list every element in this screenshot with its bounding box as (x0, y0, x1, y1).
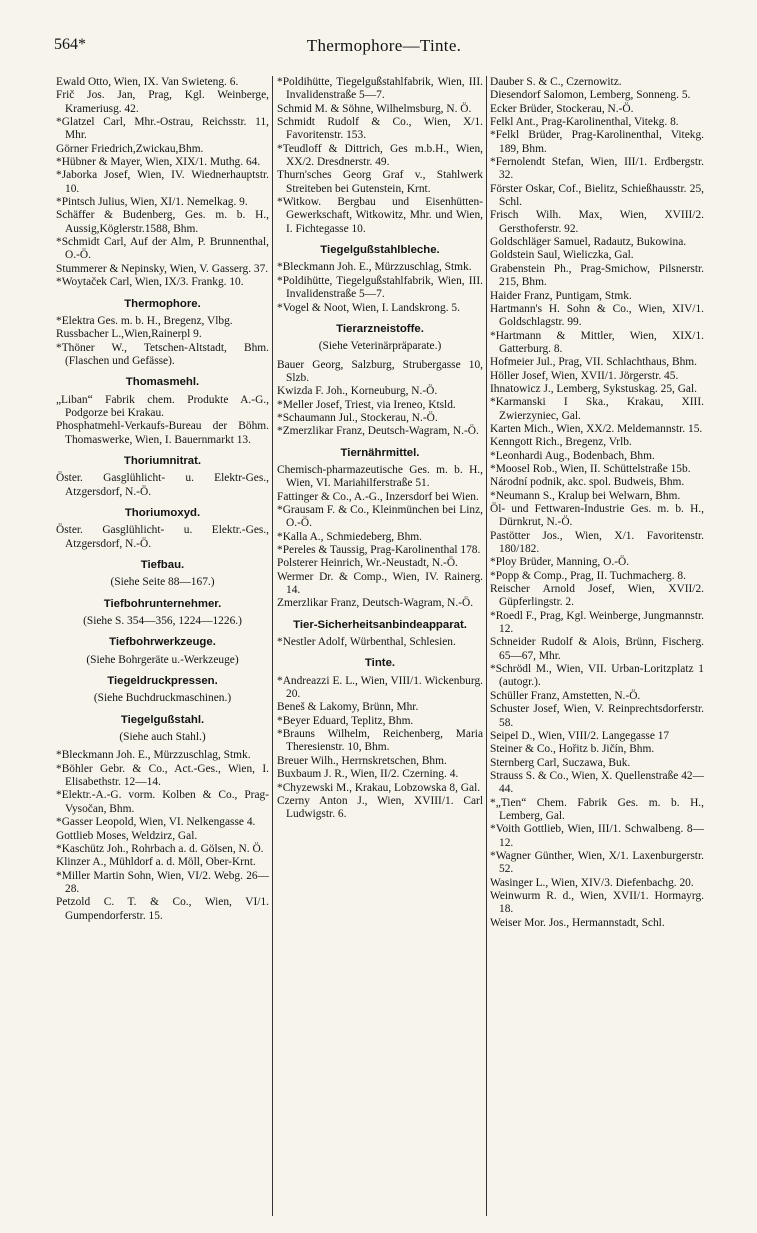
directory-entry: *Woytaček Carl, Wien, IX/3. Frankg. 10. (56, 276, 244, 289)
directory-entry: Schneider Rudolf & Alois, Brünn, Fischerg. 65—67, Mhr. (490, 636, 704, 662)
directory-entry: *Böhler Gebr. & Co., Act.-Ges., Wien, I. Elisabethstr. 12—14. (56, 762, 269, 789)
directory-entry: Buxbaum J. R., Wien, II/2. Czerning. 4. (277, 768, 459, 781)
directory-entry: Hofmeier Jul., Prag, VII. Schlachthaus, Bhm. (490, 356, 698, 369)
directory-entry: Czerny Anton J., Wien, XVIII/1. Carl Ludwigstr. 6. (277, 794, 483, 821)
directory-entry: Thurn'sches Georg Graf v., Stahlwerk Streiteben bei Gutenstein, Krnt. (277, 169, 483, 195)
directory-entry: Stummerer & Nepinsky, Wien, V. Gasserg. 37. (56, 262, 269, 275)
section-heading: Thoriumnitrat. (123, 454, 202, 467)
section-heading: Tiefbau. (140, 559, 185, 571)
directory-entry: *Grausam F. & Co., Kleinmünchen bei Linz, O.-Ö. (277, 503, 483, 530)
directory-entry: *Popp & Comp., Prag, II. Tuchmacherg. 8. (490, 569, 686, 582)
page-number: 564* (54, 36, 86, 53)
directory-entry: *Glatzel Carl, Mhr.-Ostrau, Reichsstr. 11, Mhr. (56, 116, 269, 142)
directory-entry: *Moosel Rob., Wien, II. Schüttelstraße 15b. (490, 462, 691, 475)
directory-entry: *Elektr.-A.-G. vorm. Kolben & Co., Prag-Vysočan, Bhm. (56, 789, 269, 815)
directory-entry: *Hübner & Mayer, Wien, XIX/1. Muthg. 64. (56, 156, 261, 169)
directory-entry: *Neumann S., Kralup bei Welwarn, Bhm. (490, 489, 681, 502)
directory-entry: Grabenstein Ph., Prag-Smichow, Pilsnerstr. 215, Bhm. (490, 262, 704, 289)
page-header (54, 36, 714, 58)
directory-entry: Felkl Ant., Prag-Karolinenthal, Vitekg. 8. (490, 116, 679, 129)
directory-entry: *Wagner Günther, Wien, X/1. Laxenburgerstr. 52. (490, 849, 704, 876)
directory-entry: Pastötter Jos., Wien, X/1. Favoritenstr. 180/182. (490, 529, 704, 556)
section-heading: Thoriumoxyd. (124, 506, 201, 519)
cross-reference: (Siehe S. 354—356, 1224—1226.) (83, 615, 242, 628)
directory-entry: Bauer Georg, Salzburg, Strubergasse 10, Slzb. (277, 358, 483, 384)
section-heading: Tiegeldruckpressen. (107, 675, 218, 688)
directory-entry: *Poldihütte, Tiegelgußstahlfabrik, Wien, III. Invalidenstraße 5—7. (277, 274, 483, 301)
directory-entry: *Schaumann Jul., Stockerau, N.-Ö. (277, 411, 438, 424)
directory-entry: Frič Jos. Jan, Prag, Kgl. Weinberge, Krameriusg. 42. (56, 89, 269, 115)
directory-entry: Seipel D., Wien, VIII/2. Langegasse 17 (490, 729, 670, 742)
directory-entry: Fattinger & Co., A.-G., Inzersdorf bei Wien. (277, 490, 479, 503)
directory-entry: *Voith Gottlieb, Wien, III/1. Schwalbeng. 8—12. (490, 823, 704, 849)
directory-entry: Öl- und Fettwaren-Industrie Ges. m. b. H., Dürnkrut, N.-Ö. (490, 503, 704, 529)
directory-entry: Ihnatowicz J., Lemberg, Sykstuskag. 25, Gal. (490, 382, 698, 395)
directory-entry: Petzold C. T. & Co., Wien, VI/1. Gumpendorferstr. 15. (56, 896, 269, 922)
directory-entry: Breuer Wilh., Herrnskretschen, Bhm. (277, 754, 447, 767)
directory-entry: *Fernolendt Stefan, Wien, III/1. Erdbergstr. 32. (490, 156, 704, 182)
directory-entry: Haider Franz, Puntigam, Stmk. (490, 289, 632, 302)
directory-entry: Öster. Gasglühlicht- u. Elektr-Ges., Atzgersdorf, N.-Ö. (56, 472, 269, 498)
directory-entry: Wasinger L., Wien, XIV/3. Diefenbachg. 20. (490, 876, 694, 889)
directory-entry: Gottlieb Moses, Weldzirz, Gal. (56, 829, 198, 842)
cross-reference: (Siehe Bohrgeräte u.-Werkzeuge) (86, 653, 239, 666)
directory-entry: Förster Oskar, Cof., Bielitz, Schießhausstr. 25, Schl. (490, 182, 704, 209)
directory-entry: *Ploy Brüder, Manning, O.-Ö. (490, 556, 630, 569)
directory-entry: Hartmann's H. Sohn & Co., Wien, XIV/1. Goldschlagstr. 99. (490, 302, 704, 329)
directory-entry: *Bleckmann Joh. E., Mürzzuschlag, Stmk. (56, 749, 251, 762)
directory-entry: *Poldihütte, Tiegelgußstahlfabrik, Wien, III. Invalidenstraße 5—7. (277, 76, 483, 102)
directory-entry: *Beyer Eduard, Teplitz, Bhm. (277, 714, 414, 727)
directory-entry: *Pereles & Taussig, Prag-Karolinenthal 178. (277, 544, 481, 556)
directory-entry: Dauber S. & C., Czernowitz. (490, 76, 622, 88)
directory-entry: Diesendorf Salomon, Lemberg, Sonneng. 5. (490, 89, 691, 102)
directory-entry: *Pintsch Julius, Wien, XI/1. Nemelkag. 9. (56, 196, 248, 209)
directory-entry: Beneš & Lakomy, Brünn, Mhr. (277, 701, 419, 714)
directory-entry: *Roedl F., Prag, Kgl. Weinberge, Jungmannstr. 12. (490, 609, 704, 636)
column-divider (272, 76, 273, 1216)
directory-entry: Zmerzlikar Franz, Deutsch-Wagram, N.-Ö. (277, 597, 474, 610)
directory-entry: *Zmerzlikar Franz, Deutsch-Wagram, N.-Ö. (277, 425, 479, 438)
directory-entry: Steiner & Co., Hořitz b. Jičín, Bhm. (490, 743, 655, 756)
page-title: Thermophore—Tinte. (306, 36, 462, 55)
directory-entry: Kenngott Rich., Bregenz, Vrlb. (490, 436, 632, 449)
column-divider (486, 76, 487, 1216)
cross-reference: (Siehe Veterinärpräparate.) (318, 340, 442, 353)
directory-entry: *Andreazzi E. L., Wien, VIII/1. Wickenburg. 20. (277, 674, 483, 701)
directory-entry: *Thöner W., Tetschen-Altstadt, Bhm. (Flaschen und Gefässe). (56, 341, 269, 367)
section-heading: Tierarzneistoffe. (336, 322, 424, 335)
directory-entry: *Brauns Wilhelm, Reichenberg, Maria Theresienstr. 10, Bhm. (277, 728, 483, 754)
directory-entry: „Liban“ Fabrik chem. Produkte A.-G., Podgorze bei Krakau. (56, 393, 269, 419)
directory-entry: Schuster Josef, Wien, V. Reinprechtsdorferstr. 58. (490, 703, 704, 729)
directory-entry: *Felkl Brüder, Prag-Karolinenthal, Vitekg. 189, Bhm. (490, 129, 704, 155)
directory-entry: Goldstein Saul, Wieliczka, Gal. (490, 249, 634, 262)
directory-entry: *Karmanski I Ska., Krakau, XIII. Zwierzyniec, Gal. (490, 396, 704, 422)
section-heading: Tiefbohrwerkzeuge. (109, 636, 216, 649)
column-2 (277, 76, 483, 1216)
directory-entry: *Miller Martin Sohn, Wien, VI/2. Webg. 26—28. (56, 869, 269, 895)
directory-entry: Goldschläger Samuel, Radautz, Bukowina. (490, 236, 687, 249)
section-heading: Tiefbohrunternehmer. (103, 597, 222, 610)
directory-entry: Russbacher L.,Wien,Rainerpl 9. (56, 328, 202, 341)
directory-entry: *Meller Josef, Triest, via Ireneo, Ktsld. (277, 398, 456, 411)
column-1 (56, 76, 269, 1216)
directory-entry: Schmidt Rudolf & Co., Wien, X/1. Favoritenstr. 153. (277, 116, 483, 142)
directory-entry: *Elektra Ges. m. b. H., Bregenz, Vlbg. (56, 314, 233, 327)
directory-entry: *Hartmann & Mittler, Wien, XIX/1. Gatterburg. 8. (490, 329, 704, 355)
directory-entry: Weiser Mor. Jos., Hermannstadt, Schl. (490, 916, 665, 929)
directory-entry: Reischer Arnold Josef, Wien, XVII/2. Güpferlingstr. 2. (490, 583, 704, 609)
cross-reference: (Siehe Seite 88—167.) (110, 576, 215, 589)
directory-entry: Weinwurm R. d., Wien, XVII/1. Hormayrg. 18. (490, 889, 704, 916)
directory-entry: *Leonhardi Aug., Bodenbach, Bhm. (490, 449, 655, 462)
directory-entry: Karten Mich., Wien, XX/2. Meldemannstr. 15. (490, 422, 703, 435)
directory-entry: *Vogel & Noot, Wien, I. Landskrong. 5. (277, 301, 460, 314)
directory-entry: *Schmidt Carl, Auf der Alm, P. Brunnenthal, O.-Ö. (56, 236, 269, 262)
directory-entry: *Kaschütz Joh., Rohrbach a. d. Gölsen, N. Ö. (56, 842, 264, 855)
section-heading: Thermophore. (124, 297, 201, 310)
section-heading: Tiernährmittel. (340, 446, 420, 459)
cross-reference: (Siehe auch Stahl.) (119, 731, 206, 744)
directory-entry: Höller Josef, Wien, XVII/1. Jörgerstr. 45. (490, 369, 679, 382)
directory-entry: Wermer Dr. & Comp., Wien, IV. Rainerg. 14. (277, 570, 483, 597)
section-heading: Tiegelgußstahlbleche. (320, 244, 440, 257)
directory-entry: Kwizda F. Joh., Korneuburg, N.-Ö. (277, 385, 438, 398)
directory-entry: Schüller Franz, Amstetten, N.-Ö. (490, 689, 641, 702)
directory-entry: Ecker Brüder, Stockerau, N.-Ö. (490, 102, 634, 115)
directory-entry: Frisch Wilh. Max, Wien, XVIII/2. Gersthoferstr. 92. (490, 209, 704, 235)
section-heading: Tinte. (364, 657, 396, 670)
directory-entry: Strauss S. & Co., Wien, X. Quellenstraße 42—44. (490, 769, 704, 796)
directory-entry: *Witkow. Bergbau und Eisenhütten-Gewerkschaft, Witkowitz, Mhr. und Wien, I. Fichtegasse 10. (277, 196, 483, 235)
directory-entry: *„Tien“ Chem. Fabrik Ges. m. b. H., Lemberg, Gal. (490, 796, 704, 822)
directory-entry: Schmid M. & Söhne, Wilhelmsburg, N. Ö. (277, 102, 472, 115)
directory-entry: *Chyzewski M., Krakau, Lobzowska 8, Gal. (277, 781, 481, 794)
section-heading: Tiegelgußstahl. (120, 713, 205, 726)
directory-entry: Klinzer A., Mühldorf a. d. Möll, Ober-Krnt. (56, 856, 256, 869)
directory-entry: Ewald Otto, Wien, IX. Van Swieteng. 6. (56, 76, 239, 88)
directory-entry: Görner Friedrich,Zwickau,Bhm. (56, 142, 204, 155)
directory-entry: Chemisch-pharmazeutische Ges. m. b. H., Wien, VI. Mariahilferstraße 51. (277, 463, 483, 490)
column-3 (490, 76, 704, 1216)
directory-entry: *Teudloff & Dittrich, Ges m.b.H., Wien, XX/2. Dresdnerstr. 49. (277, 142, 483, 169)
directory-entry: *Gasser Leopold, Wien, VI. Nelkengasse 4. (56, 816, 256, 829)
directory-entry: Sternberg Carl, Suczawa, Buk. (490, 756, 631, 769)
directory-entry: Phosphatmehl-Verkaufs-Bureau der Böhm. Thomaswerke, Wien, I. Bauernmarkt 13. (56, 420, 269, 446)
directory-entry: Národní podnik, akc. spol. Budweis, Bhm. (490, 476, 685, 489)
directory-entry: *Jaborka Josef, Wien, IV. Wiednerhauptstr. 10. (56, 169, 269, 195)
section-heading: Thomasmehl. (125, 376, 200, 389)
directory-entry: Polsterer Heinrich, Wr.-Neustadt, N.-Ö. (277, 557, 458, 570)
directory-entry: *Bleckmann Joh. E., Mürzzuschlag, Stmk. (277, 261, 472, 274)
directory-entry: *Schrödl M., Wien, VII. Urban-Loritzplatz 1 (autogr.). (490, 663, 704, 689)
cross-reference: (Siehe Buchdruckmaschinen.) (93, 692, 232, 705)
directory-entry: *Kalla A., Schmiedeberg, Bhm. (277, 530, 422, 543)
directory-entry: *Nestler Adolf, Würbenthal, Schlesien. (277, 636, 456, 649)
directory-entry: Öster. Gasglühlicht- u. Elektr.-Ges., Atzgersdorf, N.-Ö. (56, 524, 269, 550)
section-heading: Tier-Sicherheitsanbindeapparat. (293, 618, 467, 631)
directory-entry: Schäffer & Budenberg, Ges. m. b. H., Aussig,Köglerstr.1588, Bhm. (56, 209, 269, 235)
